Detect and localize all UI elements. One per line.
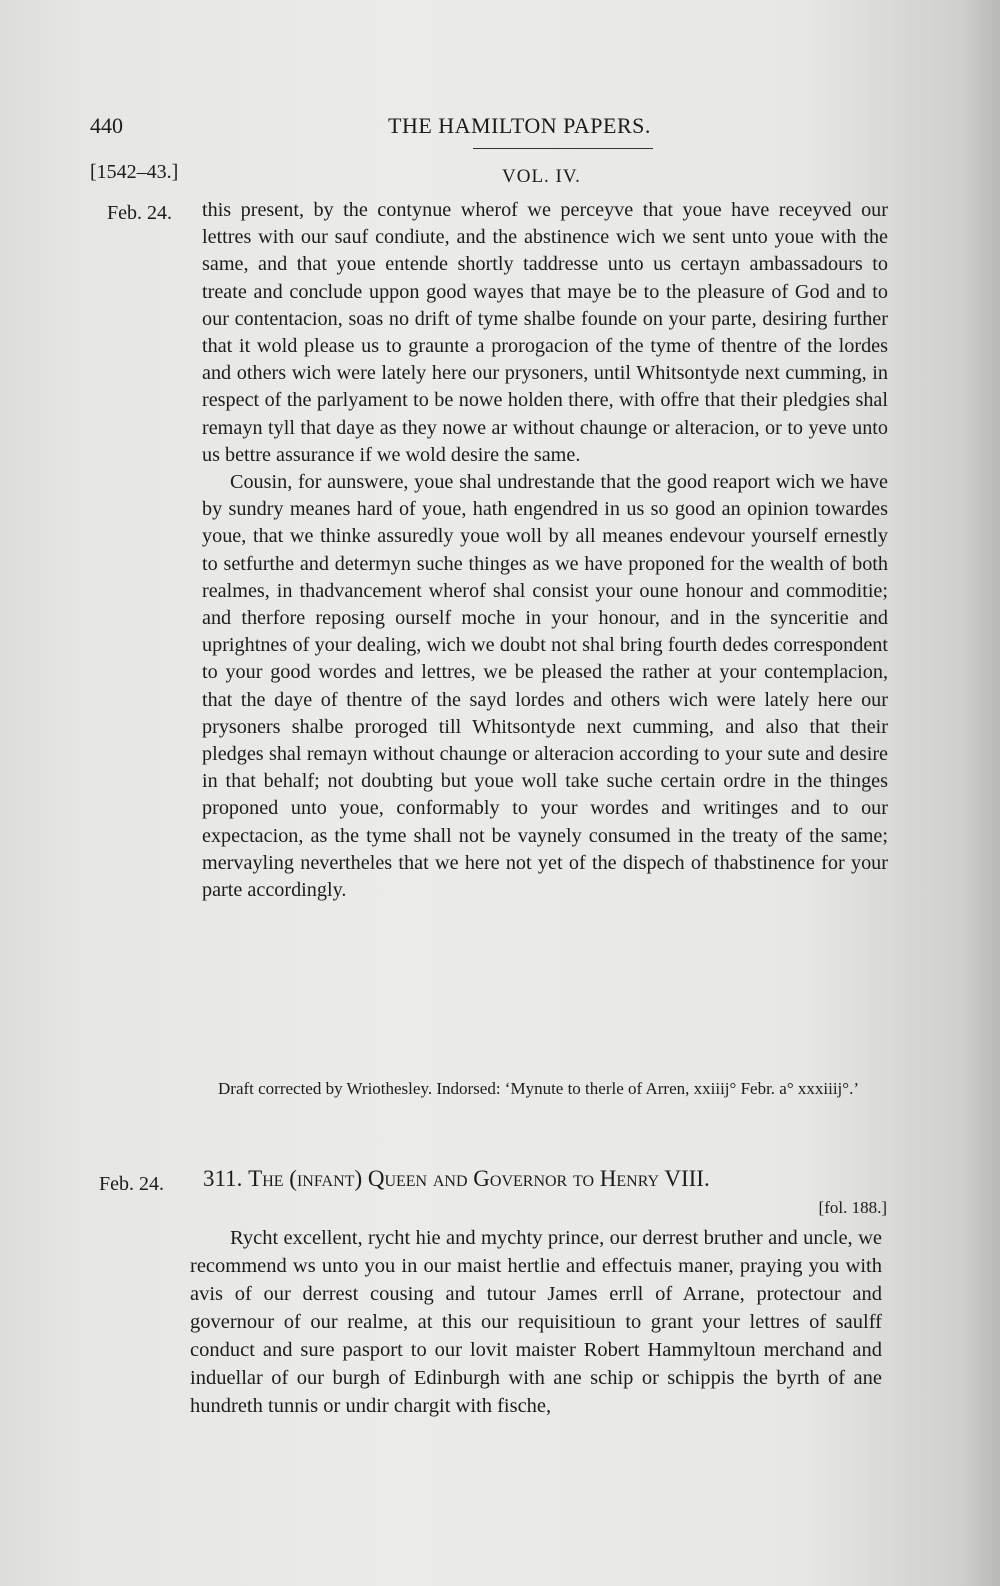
paragraph: this present, by the contynue wherof we perceyve that youe have receyved our lettres with our sauf condiute, and the abstinence wich we sent unto youe with the same, and that youe entende shortly taddresse unto us certayn ambassadours to treate and conclude uppon good wayes that maye be to the pleasure of God and to our contentacion, soas no drift of tyme shalbe founde on your parte, desiring further that it wold please us to graunte a prorogacion of the tyme of thentre of the lordes and others wich were lately here our prysoners, until Whitsontyde next cumming, in respect of the parlyament to be nowe holden there, with offre that their pledgies shal remayn tyll that daye as they nowe ar without chaunge or alteracion, or to yeve unto us bettre assurance if we wold desire the same.: [202, 199, 888, 466]
entry-title-part: The (: [248, 1166, 297, 1191]
letter-text: Rycht excellent, rycht hie and mychty prince, our derrest bruther and uncle, we recommend ws unto you in our maist hertlie and effectuis maner, praying you with avis of our derrest cousing and tutour James errll of Arrane, protectour and governour of our realme, at this our requisitioun to grant your lettres of saulff conduct and sure pasport to our lovit maister Robert Hammyltoun merchand and induellar of our burgh of Edinburgh with ane schip or schippis the byrth of ane hundreth tunnis or undir chargit with fische,: [190, 1227, 882, 1417]
year-range: [1542–43.]: [90, 161, 179, 183]
running-title: THE HAMILTON PAPERS.: [388, 113, 651, 138]
title-rule: [473, 148, 653, 149]
editorial-note: Draft corrected by Wriothesley. Indorsed: ‘Mynute to therle of Arren, xxiiij° Febr. a° xxxiiij°.’: [218, 1079, 859, 1098]
paragraph: Cousin, for aunswere, youe shal undrestande that the good reaport wich we have by sundry meanes hard of youe, hath engendred in us so good an opinion towardes youe, that we thinke assuredly youe woll by all meanes endevour yourself ernestly to setfurthe and determyn suche thinges as we have proponed for the wealth of both realmes, in thadvancement wherof shal consist your oune honour and commoditie; and therfore reposing ourself moche in your honour, and in the synceritie and uprightnes of your dealing, wich we doubt not shal bring fourth dedes correspondent to your good wordes and lettres, we be pleased the rather at your contemplacion, that the daye of thentre of the sayd lordes and others wich were lately here our prysoners shalbe proroged till Whitsontyde next cumming, and also that their pledges shal remayn without chaunge or alteracion according to your sute and desire in that behalf; not doubting but youe woll take suche certain ordre in the thinges proponed unto youe, conformably to your wordes and writinges and to our expectacion, as the tyme shall not be vaynely consumed in the treaty of the same; mervayling nevertheles that we here not yet of the dispech of thabstinence for your parte accordingly.: [202, 471, 888, 902]
entry-title-infant: infant: [296, 1166, 355, 1191]
entry-heading: [203, 1166, 710, 1192]
page-number: 440: [90, 113, 123, 138]
entry-number: 311.: [203, 1166, 243, 1191]
entry-date: Feb. 24.: [107, 202, 172, 224]
letter-text: [202, 197, 888, 904]
volume-label: VOL. IV.: [502, 166, 581, 187]
folio-reference: [fol. 188.]: [818, 1198, 887, 1217]
entry-title-part: ) Queen and Governor to Henry VIII.: [354, 1166, 710, 1191]
entry-date: Feb. 24.: [99, 1173, 164, 1195]
